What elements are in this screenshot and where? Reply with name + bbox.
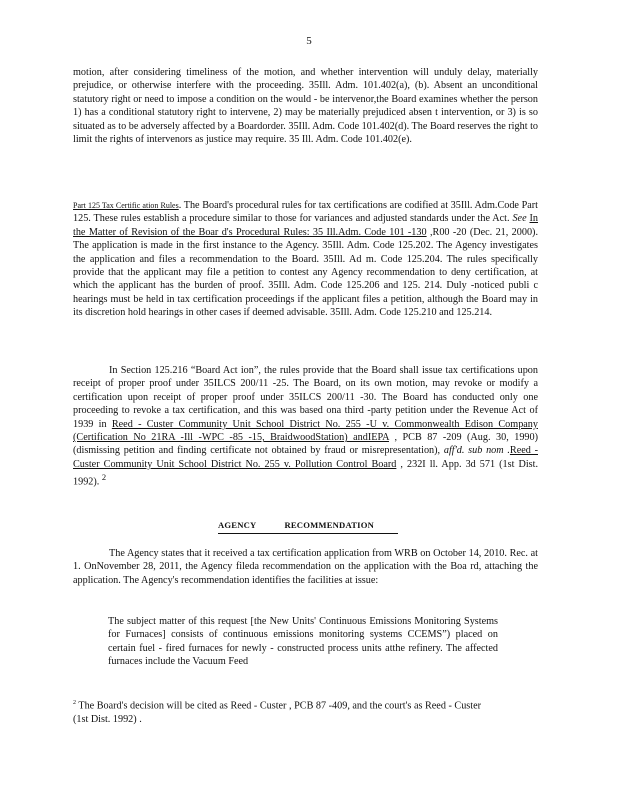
block-quote: The subject matter of this request [the New Units' Continuous Emissions Monitoring Systems for Furnaces] consists of continuous emissions monitoring systems CCEMS”) placed on certain fuel - fired furnaces for newly - constructed process units atthe refinery. The affected furnaces include the Vacuum Feed	[108, 616, 498, 668]
text: In Section 125.216 “Board Act ion”, the rules provide that the Board shall issue tax certifications upon receipt of proper proof under 35ILCS 200/11 -25. The Board, on its own motion, may revoke or modify a certification upon receipt of proper proof under 35ILCS 200/11 -30. The Board has conducted only one proceeding to revoke a tax certification, and this was based ona third -party petition under the Revenue Act of 1939 in	[73, 365, 538, 430]
text: , 232I ll. App. 3d 571 (1st Dist. 1992).	[73, 458, 538, 488]
paragraph-section-125-216	[73, 364, 538, 489]
text: (1st Dist. 1992) .	[73, 713, 142, 725]
case-citation: In the Matter of Revision of the Boar d's Procedural Rules: 35 Ill.Adm. Code 101 -130	[73, 213, 538, 238]
case-citation: Reed - Custer Community Unit School District No. 255 v. Pollution Control Board	[73, 445, 538, 470]
signal-affd: aff'd. sub nom .	[443, 445, 510, 457]
footnote-number: 2	[73, 700, 76, 706]
paragraph-agency-states: The Agency states that it received a tax certification application from WRB on October 14, 2010. Rec. at 1. OnNovember 28, 2011, the Agency fileda recommendation on the application with the Boa rd, attaching the application. The Agency's recommendation identifies the facilities at issue:	[73, 548, 538, 586]
case-citation: Reed - Custer	[424, 700, 482, 712]
case-citation: Reed - Custer	[230, 700, 287, 712]
heading-word: AGENCY	[218, 520, 257, 530]
footnote	[73, 697, 543, 726]
case-citation: Reed - Custer Community Unit School District No. 255 -U v. Commonwealth Edison Company (Certification No 21RA -Ill -WPC -85 -15, BraidwoodStation) andIEPA	[73, 418, 538, 444]
paragraph-intervention: motion, after considering timeliness of the motion, and whether intervention will unduly delay, materially prejudice, or otherwise interfere with the proceeding. 35Ill. Adm. 101.402(a), (b). Absent an unconditional statutory right or need to impose a condition on the would - be intervenor,the Board examines whether the person 1) has a conditional statutory right to intervene, 2) may be materially prejudiced absen t intervention, or 3) is so situated as to be adversely affected by a Boardorder. 35Ill. Adm. Code 101.402(d). The Board reserves the right to limit the rights of intervenors as justice may require. 35 Ill. Adm. Code 101.402(e).	[73, 67, 539, 146]
section-heading-agency-recommendation	[218, 519, 398, 534]
page-number: 5	[306, 35, 312, 47]
signal-see: See	[512, 213, 527, 225]
section-heading-part-125: Part 125 Tax Certific ation Rules	[73, 201, 179, 210]
text: , PCB 87 -409, and the court's as	[286, 700, 425, 712]
text: The Board's decision will be cited as	[76, 700, 231, 712]
footnote-marker: 2	[101, 472, 107, 483]
text: . The Board's procedural rules for tax certifications are codified at 35Ill. Adm.Code Part 125. These rules establish a procedure similar to those for variances and adjusted standards under the Act.	[73, 200, 539, 225]
text: ,R00 -20 (Dec. 21, 2000). The application is made in the first instance to the Agency. 35Ill. Adm. Code 125.202. The Agency investigates the application and files a recommendation to the Board. 35Ill. Ad m. Code 125.204. The rules specifically provide that the applicant may file a petition to contest any Agency recommendation to deny certification, at which the applicant has the burden of proof. 35Ill. Adm. Code 125.206 and 125. 214. Duly -noticed publi c hearings must be held in tax certification proceedings if the applicant files a petition, although the Board may in its discretion hold hearings in other cases if deemed advisable. 35Ill. Adm. Code 125.210 and 125.214.	[73, 226, 538, 319]
paragraph-tax-rules	[73, 199, 538, 320]
heading-word: RECOMMENDATION	[284, 520, 374, 530]
text: , PCB 87 -209 (Aug. 30, 1990) (dismissing petition and finding certificate not obtained by fraud or misrepresentation),	[73, 432, 538, 457]
